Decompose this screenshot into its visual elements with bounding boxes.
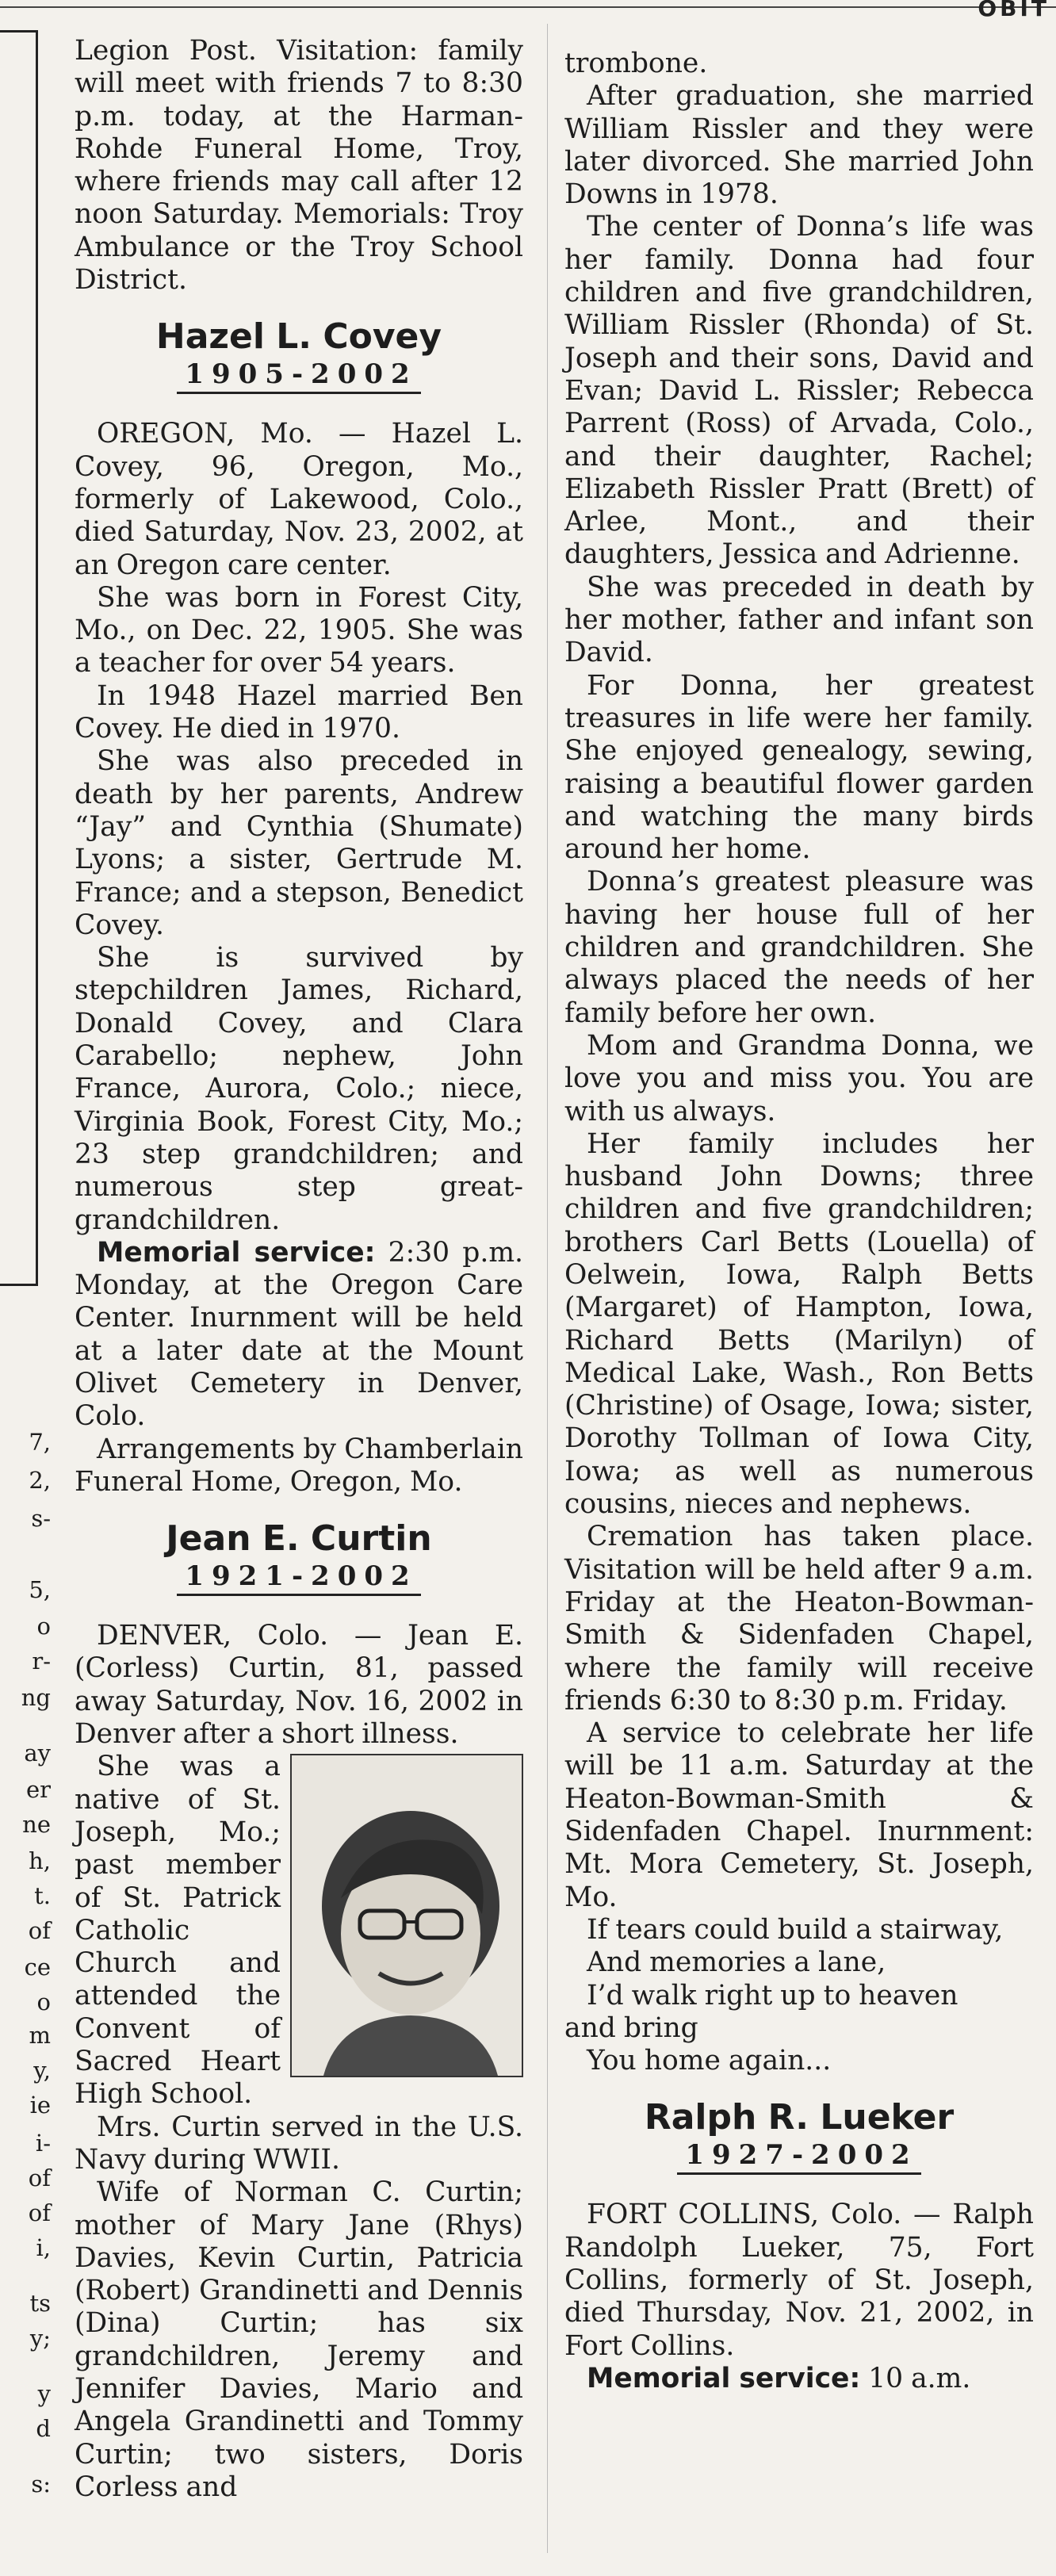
clipped-text-fragment: h, <box>29 1847 51 1874</box>
clipped-text-fragment: s: <box>31 2471 51 2498</box>
clipped-text-fragment: t. <box>34 1882 51 1909</box>
obituary-paragraph: For Donna, her greatest treasures in life were her family. She enjoyed genealogy, sewing, raising a beautiful flower garden and watching the many birds around her home. <box>564 669 1034 866</box>
poem-line: You home again... <box>587 2045 832 2077</box>
clipped-text-fragment: m <box>29 2022 51 2049</box>
poem-line: If tears could build a stairway, <box>587 1913 1004 1946</box>
poem-line: and bring <box>564 2011 698 2044</box>
clipped-text-fragment: d <box>36 2415 51 2442</box>
poem-line: I’d walk right up to heaven <box>587 1979 958 2011</box>
clipped-text-fragment: of <box>28 2165 51 2191</box>
clipped-text-fragment: of <box>28 2199 51 2226</box>
obituary-paragraph: She was also preceded in death by her parents, Andrew “Jay” and Cynthia (Shumate) Lyons; a sister, Gertrude M. France; and a stepson, Benedict Covey. <box>75 745 523 941</box>
clipped-text-fragment: y, <box>33 2057 51 2084</box>
memorial-service-label: Memorial service: <box>587 2362 861 2394</box>
clipped-text-fragment: o <box>36 1988 51 2015</box>
obituary-paragraph: Donna’s greatest pleasure was having her house full of her children and grandchildren. She always placed the needs of her family before her own. <box>564 866 1034 1029</box>
obituary-name: Ralph R. Lueker <box>644 2097 955 2138</box>
section-header-fragment: OBIT <box>978 0 1050 21</box>
obituary-paragraph: Wife of Norman C. Curtin; mother of Mary Jane (Rhys) Davies, Kevin Curtin, Patricia (Robert) Grandinetti and Dennis (Dina) Curtin; has six grandchildren, Jeremy and Jennifer Davies, Mario and Angela Grandinetti and Tommy Curtin; two sisters, Doris Corless and <box>75 2176 523 2503</box>
obituary-paragraph: Mrs. Curtin served in the U.S. Navy during WWII. <box>75 2111 523 2176</box>
left-clipped-column <box>0 0 57 2576</box>
top-rule <box>0 6 1056 8</box>
clipped-text-fragment: ts <box>29 2290 51 2317</box>
clipped-text-fragment: ie <box>29 2092 51 2119</box>
clipped-text-fragment: r- <box>32 1648 51 1675</box>
obituary-paragraph: She was born in Forest City, Mo., on Dec. 22, 1905. She was a teacher for over 54 years. <box>75 581 523 679</box>
clipped-text-fragment: o <box>36 1613 51 1640</box>
obituary-paragraph: Her family includes her husband John Downs; three children and five grandchildren; brothers Carl Betts (Louella) of Oelwein, Iowa, Ralph Betts (Margaret) of Hampton, Iowa, Richard Betts (Marilyn) of Medical Lake, Wash., Ron Betts (Christine) of Osage, Iowa; sister, Dorothy Tollman of Iowa City, Iowa; as well as numerous cousins, nieces and nephews. <box>564 1127 1034 1521</box>
clipped-text-fragment: ne <box>22 1811 51 1838</box>
obituary-paragraph: trombone. <box>564 48 708 79</box>
clipped-text-fragment: of <box>28 1917 51 1944</box>
previous-obituary-end: Legion Post. Visitation: family will meet with friends 7 to 8:30 p.m. today, at the Harman-Rohde Funeral Home, Troy, where friends may call after 12 noon Saturday. Memorials: Troy Ambulance or the Troy School District. <box>75 35 523 297</box>
obituary-years: 1905-2002 <box>177 358 420 394</box>
obituary-paragraph: She was preceded in death by her mother, father and infant son David. <box>564 571 1034 669</box>
portrait-photo <box>290 1754 523 2077</box>
obituary-name: Hazel L. Covey <box>155 316 442 358</box>
obituary-paragraph: The center of Donna’s life was her family. Donna had four children and five grandchildren, William Rissler (Rhonda) of St. Joseph and their sons, David and Evan; David L. Rissler; Rebecca Parrent (Ross) of Arvada, Colo., and their daughter, Rachel; Elizabeth Rissler Pratt (Brett) of Arlee, Mont., and their daughters, Jessica and Adrienne. <box>564 211 1034 571</box>
clipped-text-fragment: er <box>25 1776 51 1803</box>
clipped-text-fragment: ng <box>21 1684 51 1711</box>
left-box-frame <box>0 30 38 1286</box>
memorial-service-paragraph <box>564 2363 1034 2395</box>
obituary-paragraph: After graduation, she married William Rissler and they were later divorced. She married John Downs in 1978. <box>564 80 1034 211</box>
obituary-years: 1927-2002 <box>677 2139 920 2175</box>
obituary-name: Jean E. Curtin <box>166 1518 432 1560</box>
poem <box>564 1914 1034 2077</box>
obituary-paragraph: She was a native of St. Joseph, Mo.; past member of St. Patrick Catholic Church and attended the Convent of Sacred Heart High School. <box>75 1751 281 2111</box>
clipped-text-fragment: 2, <box>29 1467 51 1494</box>
obituary-header-covey <box>75 316 523 394</box>
clipped-text-fragment: 5, <box>29 1576 51 1603</box>
clipped-text-fragment: 7, <box>29 1429 51 1456</box>
obituary-header-curtin <box>75 1518 523 1596</box>
obituary-paragraph: Mom and Grandma Donna, we love you and miss you. You are with us always. <box>564 1029 1034 1127</box>
obituary-paragraph: OREGON, Mo. — Hazel L. Covey, 96, Oregon, Mo., formerly of Lakewood, Colo., died Saturday, Nov. 23, 2002, at an Oregon care center. <box>75 418 523 581</box>
clipped-text-fragment: ay <box>24 1740 51 1766</box>
clipped-text-fragment: i- <box>35 2130 51 2157</box>
memorial-service-text: 2:30 p.m. Monday, at the Oregon Care Center. Inurnment will be held at a later date at the Mount Olivet Cemetery in Denver, Colo. <box>75 1236 523 1433</box>
obituary-paragraph: Arrangements by Chamberlain Funeral Home, Oregon, Mo. <box>75 1433 523 1498</box>
obituary-paragraph: A service to celebrate her life will be 11 a.m. Saturday at the Heaton-Bowman-Smith & Sidenfaden Chapel. Inurnment: Mt. Mora Cemetery, St. Joseph, Mo. <box>564 1717 1034 1913</box>
right-column <box>564 48 1034 2395</box>
clipped-text-fragment: s- <box>31 1505 51 1532</box>
column-gutter <box>547 24 548 2553</box>
memorial-service-label: Memorial service: <box>97 1236 376 1269</box>
poem-line: And memories a lane, <box>587 1946 886 1979</box>
clipped-text-fragment: i, <box>36 2234 51 2261</box>
clipped-text-fragment: y <box>37 2380 51 2407</box>
middle-column <box>75 35 523 2504</box>
obituary-paragraph: In 1948 Hazel married Ben Covey. He died in 1970. <box>75 679 523 745</box>
obituary-paragraph: Cremation has taken place. Visitation will be held after 9 a.m. Friday at the Heaton-Bowman-Smith & Sidenfaden Chapel, where the family will receive friends 6:30 to 8:30 p.m. Friday. <box>564 1521 1034 1717</box>
portrait-illustration <box>292 1755 522 2076</box>
clipped-text-fragment: y; <box>29 2325 51 2352</box>
obituary-paragraph: She is survived by stepchildren James, Richard, Donald Covey, and Clara Carabello; nephew, John France, Aurora, Colo.; niece, Virginia Book, Forest City, Mo.; 23 step grandchildren; and numerous step great-grandchildren. <box>75 942 523 1236</box>
obituary-header-lueker <box>564 2096 1034 2175</box>
memorial-service-paragraph <box>75 1237 523 1433</box>
obituary-paragraph: FORT COLLINS, Colo. — Ralph Randolph Lueker, 75, Fort Collins, formerly of St. Joseph, died Thursday, Nov. 21, 2002, in Fort Collins. <box>564 2199 1034 2362</box>
obituary-paragraph: DENVER, Colo. — Jean E. (Corless) Curtin, 81, passed away Saturday, Nov. 16, 2002 in Denver after a short illness. <box>75 1620 523 1751</box>
clipped-text-fragment: ce <box>24 1954 51 1981</box>
obituary-years: 1921-2002 <box>177 1560 420 1596</box>
memorial-service-text: 10 a.m. <box>860 2362 971 2394</box>
